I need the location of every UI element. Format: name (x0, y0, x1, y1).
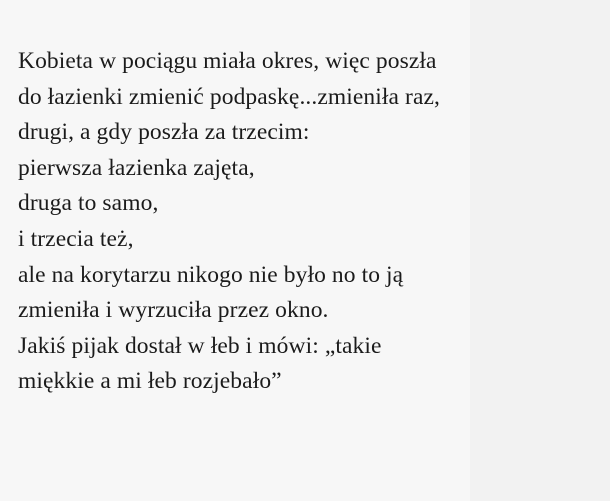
text-line: i trzecia też, (18, 225, 134, 252)
text-line: Kobieta w pociągu miała okres, więc poszła (18, 48, 437, 74)
text-line: Jakiś pijak dostał w łeb i mówi: „takie (18, 332, 382, 359)
text-line: pierwsza łazienka zajęta, (18, 154, 255, 181)
text-line: ale na korytarzu nikogo nie było no to ją (18, 261, 404, 288)
text-line: do łazienki zmienić podpaskę...zmieniła raz, (18, 83, 441, 110)
text-line: druga to samo, (18, 190, 159, 217)
text-line: zmieniła i wyrzuciła przez okno. (18, 297, 329, 324)
text-line: drugi, a gdy poszła za trzecim: (18, 119, 310, 146)
joke-text-block (18, 44, 592, 400)
text-line: miękkie a mi łeb rozjebało” (18, 368, 282, 395)
